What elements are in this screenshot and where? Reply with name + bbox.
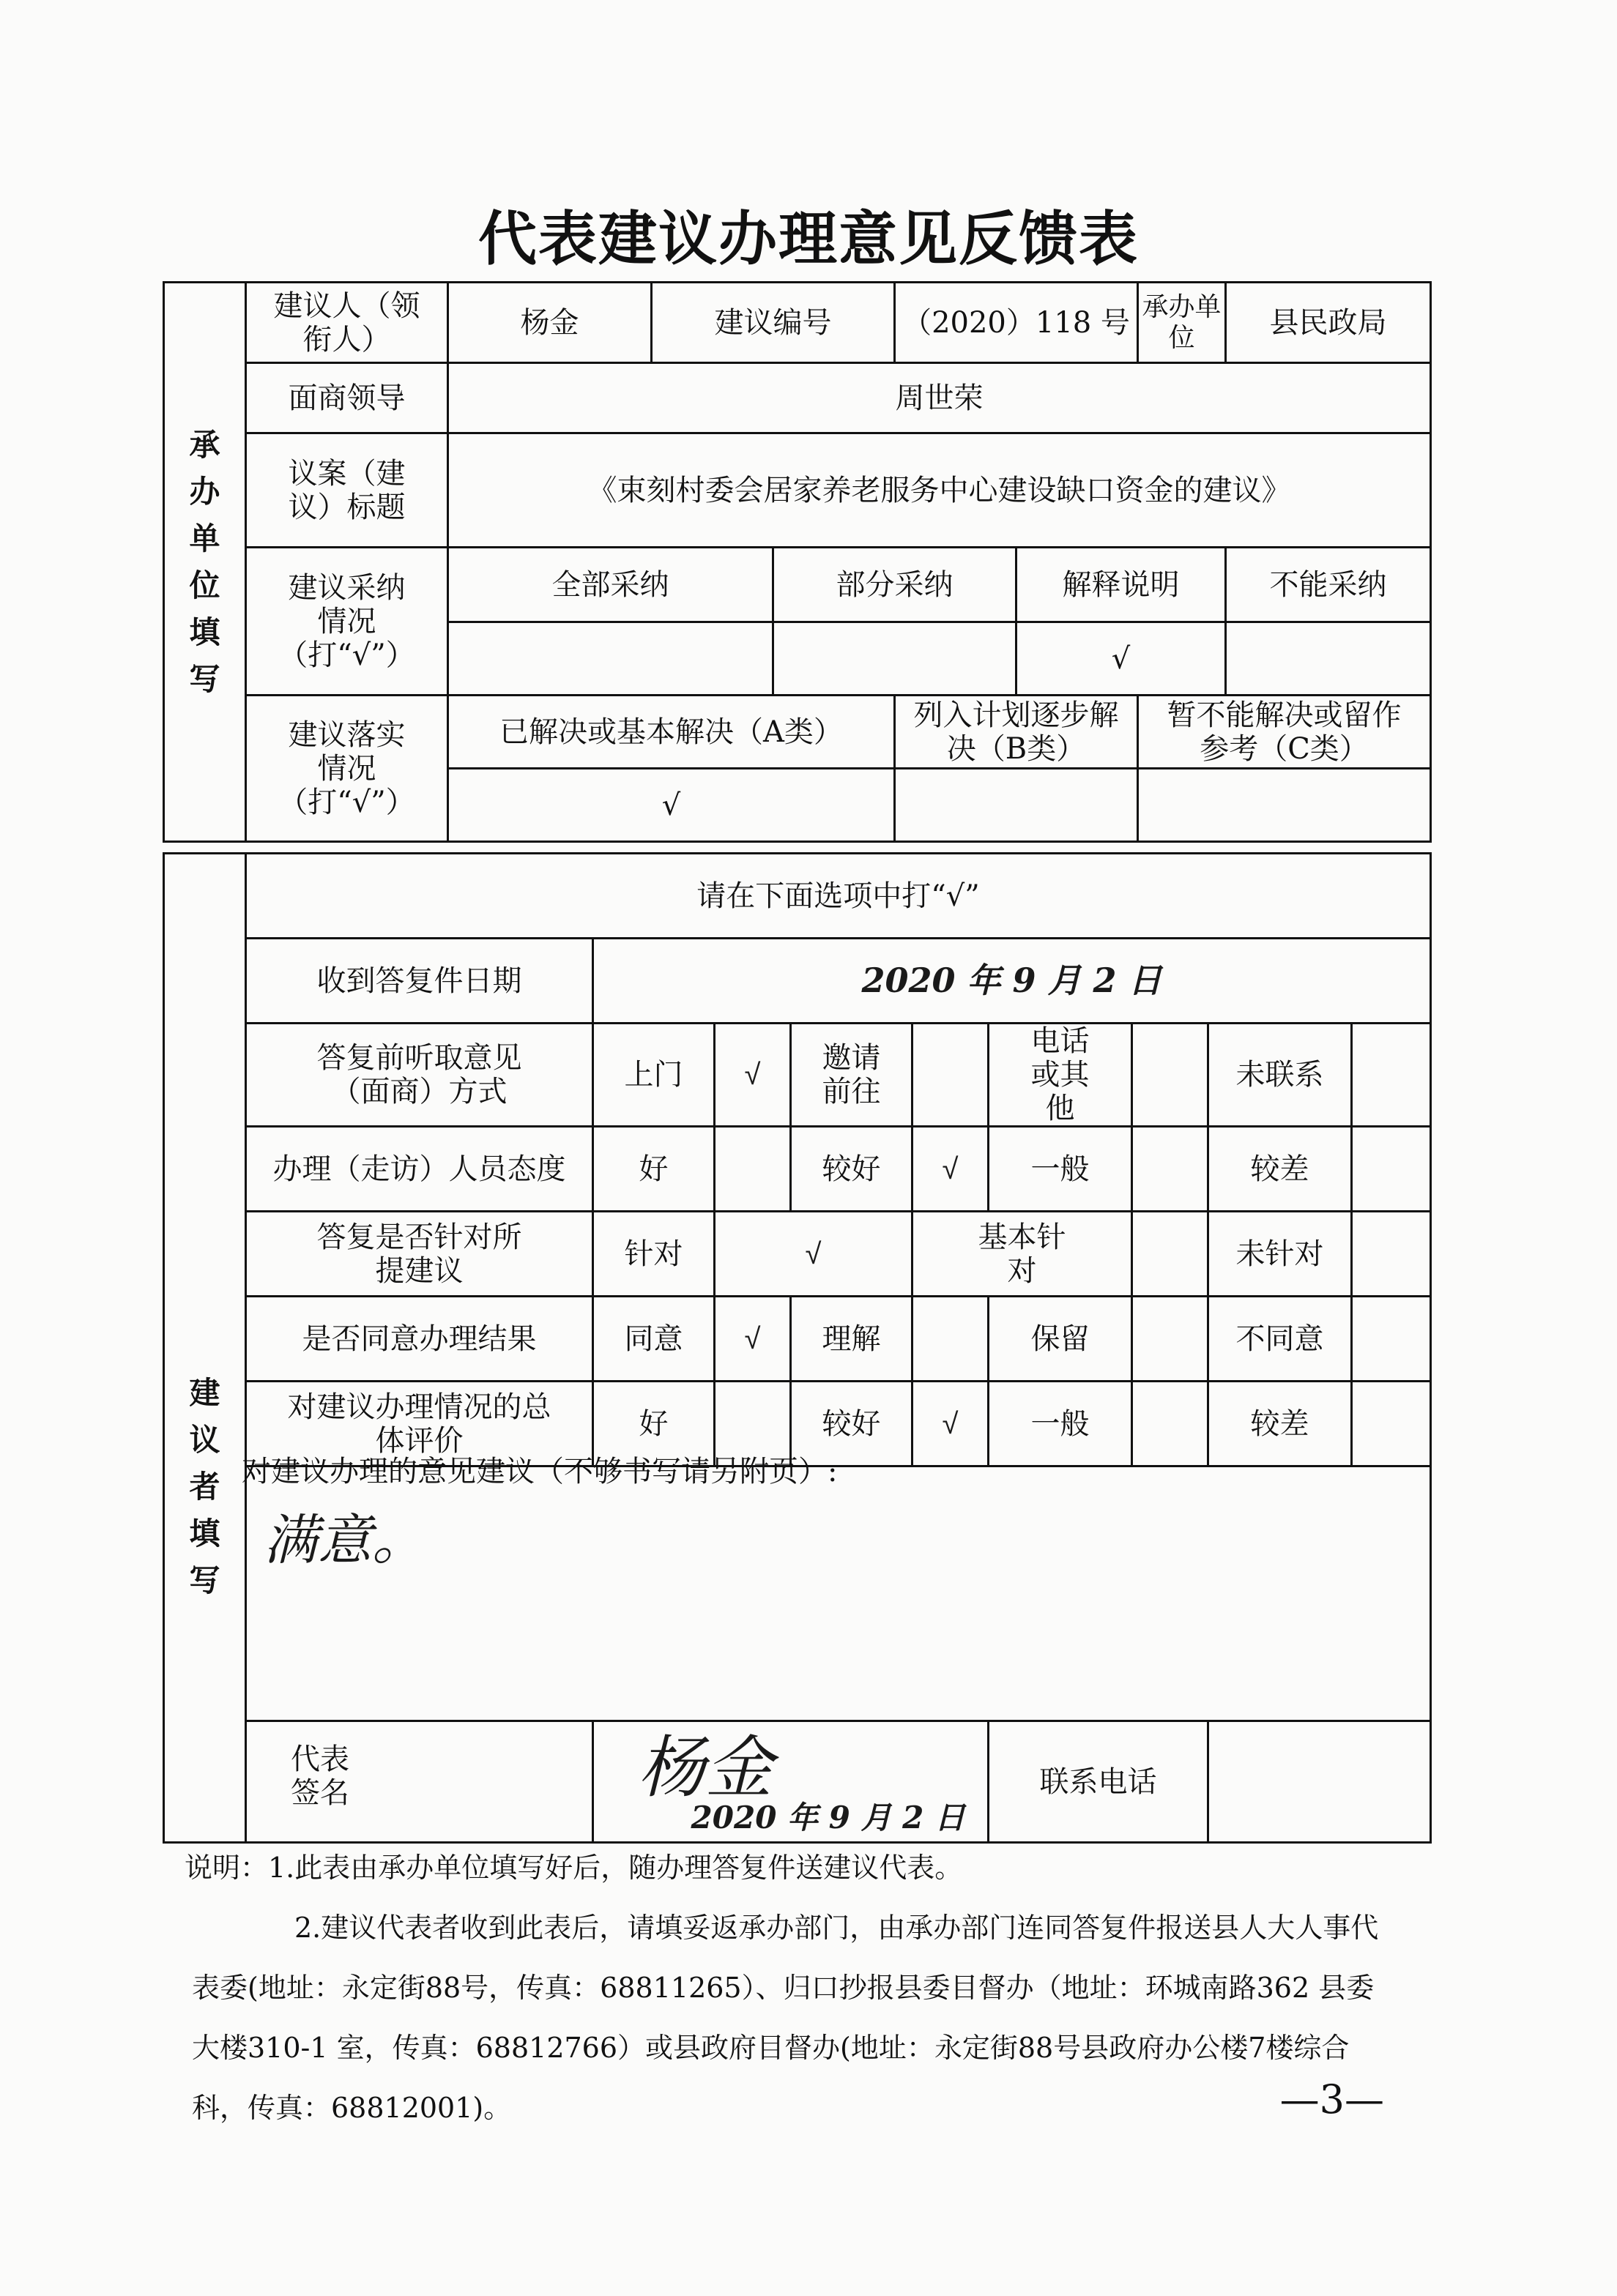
- adoption-mark-partial[interactable]: [773, 622, 1016, 696]
- attitude-mark-poor[interactable]: [1352, 1127, 1431, 1212]
- leader-value: 周世荣: [448, 363, 1431, 433]
- attitude-mark-average[interactable]: [1132, 1127, 1208, 1212]
- agree-option-reserve: 保留: [989, 1297, 1132, 1382]
- attitude-option-good: 好: [593, 1127, 715, 1212]
- overall-mark-poor[interactable]: [1352, 1382, 1431, 1466]
- adoption-mark-full[interactable]: [448, 622, 773, 696]
- agree-mark-reserve[interactable]: [1132, 1297, 1208, 1382]
- method-mark-invite[interactable]: [912, 1024, 989, 1127]
- target-option-basic: 基本针对: [912, 1212, 1132, 1297]
- method-mark-phone[interactable]: [1132, 1024, 1208, 1127]
- unit-value: 县民政局: [1226, 283, 1431, 363]
- agree-mark-agree[interactable]: √: [715, 1297, 791, 1382]
- phone-value[interactable]: [1208, 1721, 1431, 1843]
- method-mark-none[interactable]: [1352, 1024, 1431, 1127]
- overall-option-fine: 较好: [791, 1382, 912, 1466]
- overall-mark-average[interactable]: [1132, 1382, 1208, 1466]
- note-line-1: 说明：1.此表由承办单位填写好后，随办理答复件送建议代表。: [185, 1852, 963, 1884]
- leader-label: 面商领导: [246, 363, 448, 433]
- overall-option-average: 一般: [989, 1382, 1132, 1466]
- adoption-mark-explain[interactable]: √: [1016, 622, 1226, 696]
- proposer-value: 杨金: [448, 283, 652, 363]
- handling-unit-section: [163, 281, 1432, 843]
- subject-value: 《束刻村委会居家养老服务中心建设缺口资金的建议》: [448, 433, 1431, 548]
- number-label: 建议编号: [652, 283, 895, 363]
- target-mark-no[interactable]: [1352, 1212, 1431, 1297]
- signature-cell[interactable]: [246, 1721, 593, 1843]
- signature-value: 杨金: [638, 1729, 773, 1807]
- overall-option-poor: 较差: [1208, 1382, 1352, 1466]
- opinion-value: 满意。: [264, 1509, 426, 1572]
- attitude-mark-good[interactable]: [715, 1127, 791, 1212]
- note-line-2: 2.建议代表者收到此表后，请填妥返承办部门，由承办部门连同答复件报送县人大人事代表委(地址：永定街88号，传真：68811265）、归口抄报县委目督办（地址：环城南路362 县委大楼310-1 室，传真：68812766）或县政府目督办(地址：永定街88号县政府办公楼7楼综合科，传真：68812001)。: [192, 1912, 1379, 2124]
- agree-mark-understand[interactable]: [912, 1297, 989, 1382]
- date-value[interactable]: 2020 年 9 月 2 日: [593, 939, 1431, 1024]
- side-label-proposer: 建议者填写: [164, 854, 246, 1843]
- adoption-option-explain: 解释说明: [1016, 548, 1226, 622]
- overall-label: 对建议办理情况的总体评价: [246, 1382, 593, 1466]
- page-number: —3—: [1279, 2076, 1384, 2122]
- signature-date: 2020 年 9 月 2 日: [691, 1799, 965, 1835]
- subject-label: 议案（建议）标题: [246, 433, 448, 548]
- page-title: 代表建议办理意见反馈表: [478, 204, 1139, 273]
- opinion-label: 对建议办理的意见建议（不够书写请另附页）:: [242, 1455, 838, 1488]
- adoption-mark-reject[interactable]: [1226, 622, 1431, 696]
- adoption-label: 建议采纳情况（打“√”）: [246, 548, 448, 696]
- proposer-label: 建议人（领衔人）: [246, 283, 448, 363]
- overall-mark-fine[interactable]: √: [912, 1382, 989, 1466]
- adoption-option-reject: 不能采纳: [1226, 548, 1431, 622]
- adoption-option-full: 全部采纳: [448, 548, 773, 622]
- agree-option-agree: 同意: [593, 1297, 715, 1382]
- attitude-option-poor: 较差: [1208, 1127, 1352, 1212]
- implement-option-a: 已解决或基本解决（A类）: [448, 696, 895, 769]
- phone-label: 联系电话: [989, 1721, 1208, 1843]
- agree-mark-disagree[interactable]: [1352, 1297, 1431, 1382]
- adoption-option-partial: 部分采纳: [773, 548, 1016, 622]
- agree-option-understand: 理解: [791, 1297, 912, 1382]
- target-option-no: 未针对: [1208, 1212, 1352, 1297]
- signature-label: 代表签名: [291, 1742, 349, 1810]
- method-option-none: 未联系: [1208, 1024, 1352, 1127]
- unit-label: 承办单位: [1138, 283, 1226, 363]
- number-value: （2020）118 号: [895, 283, 1138, 363]
- attitude-option-fine: 较好: [791, 1127, 912, 1212]
- agree-label: 是否同意办理结果: [246, 1297, 593, 1382]
- method-label: 答复前听取意见（面商）方式: [246, 1024, 593, 1127]
- date-label: 收到答复件日期: [246, 939, 593, 1024]
- attitude-option-average: 一般: [989, 1127, 1132, 1212]
- instruction: 请在下面选项中打“√”: [246, 854, 1431, 939]
- method-option-invite: 邀请前往: [791, 1024, 912, 1127]
- signature-area[interactable]: [593, 1721, 989, 1843]
- implement-option-c: 暂不能解决或留作参考（C类）: [1138, 696, 1431, 769]
- implement-mark-a[interactable]: √: [448, 769, 895, 842]
- attitude-label: 办理（走访）人员态度: [246, 1127, 593, 1212]
- method-option-phone: 电话或其他: [989, 1024, 1132, 1127]
- agree-option-disagree: 不同意: [1208, 1297, 1352, 1382]
- target-mark-yes[interactable]: √: [715, 1212, 912, 1297]
- overall-option-good: 好: [593, 1382, 715, 1466]
- method-option-visit: 上门: [593, 1024, 715, 1127]
- target-option-yes: 针对: [593, 1212, 715, 1297]
- implement-mark-c[interactable]: [1138, 769, 1431, 842]
- notes: [185, 1838, 1393, 2138]
- implement-label: 建议落实情况（打“√”）: [246, 696, 448, 842]
- target-label: 答复是否针对所提建议: [246, 1212, 593, 1297]
- attitude-mark-fine[interactable]: √: [912, 1127, 989, 1212]
- implement-mark-b[interactable]: [895, 769, 1138, 842]
- proposer-section: [163, 852, 1432, 1844]
- implement-option-b: 列入计划逐步解决（B类）: [895, 696, 1138, 769]
- method-mark-visit[interactable]: √: [715, 1024, 791, 1127]
- target-mark-basic[interactable]: [1132, 1212, 1208, 1297]
- side-label-handling: 承办单位填写: [164, 283, 246, 842]
